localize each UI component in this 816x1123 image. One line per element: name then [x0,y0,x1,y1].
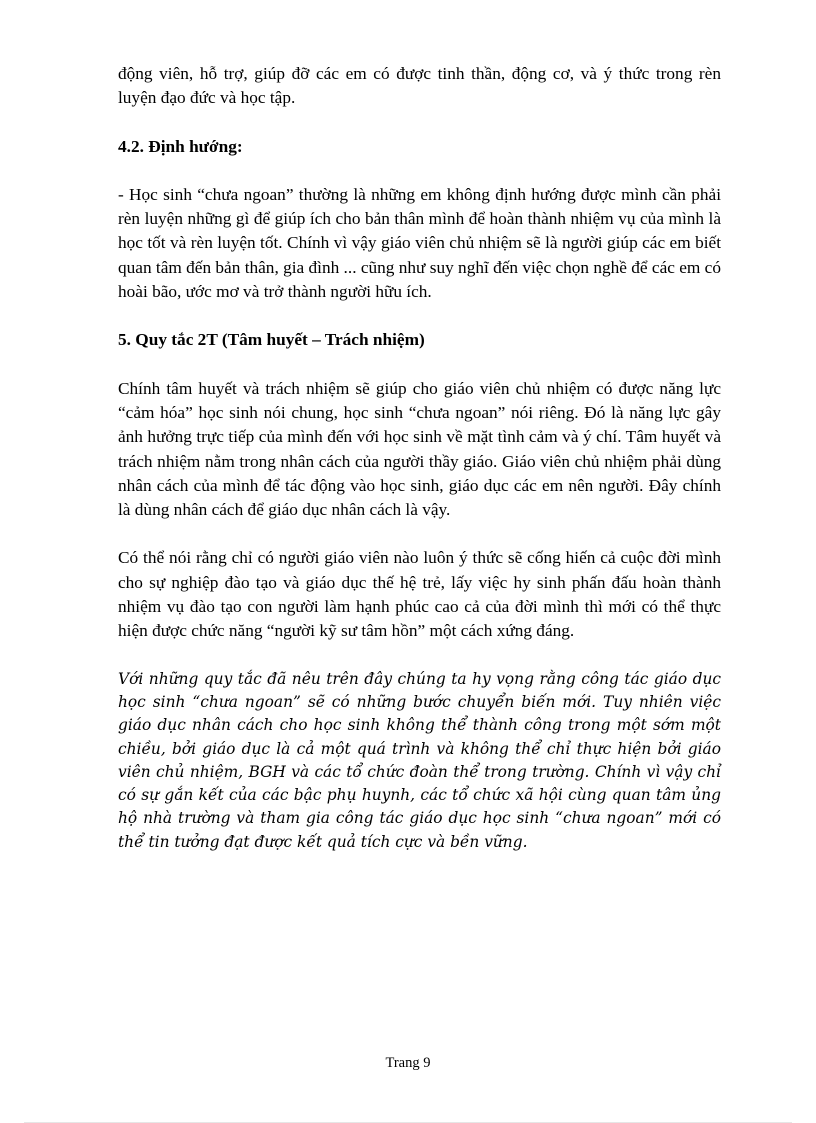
paragraph-intro-continuation: động viên, hỗ trợ, giúp đỡ các em có được tinh thần, động cơ, và ý thức trong rèn luyện đạo đức và học tập. [118,64,721,108]
heading-rule-2t: 5. Quy tắc 2T (Tâm huyết – Trách nhiệm) [118,330,425,350]
document-body [118,62,721,854]
paragraph-orientation: - Học sinh “chưa ngoan” thường là những em không định hướng được mình cần phải rèn luyện những gì để giúp ích cho bản thân mình để hoàn thành nhiệm vụ của mình là học tốt và rèn luyện tốt. Chính vì vậy giáo viên chủ nhiệm sẽ là người giúp các em biết quan tâm đến bản thân, gia đình ... cũng như suy nghĩ đến việc chọn nghề để các em có hoài bão, ước mơ và trở thành người hữu ích. [118,184,721,302]
paragraph-dedication-responsibility: Chính tâm huyết và trách nhiệm sẽ giúp cho giáo viên chủ nhiệm có được năng lực “cảm hóa” học sinh nói chung, học sinh “chưa ngoan” nói riêng. Đó là năng lực gây ảnh hưởng trực tiếp của mình đến với học sinh về mặt tình cảm và ý chí. Tâm huyết và trách nhiệm nằm trong nhân cách của người thầy giáo. Giáo viên chủ nhiệm phải dùng nhân cách của mình để tác động vào học sinh, giáo dục các em nên người. Đây chính là dùng nhân cách để giáo dục nhân cách là vậy. [118,378,721,520]
heading-orientation: 4.2. Định hướng: [118,136,243,156]
paragraph-conclusion: Với những quy tắc đã nêu trên đây chúng ta hy vọng rằng công tác giáo dục học sinh “chưa ngoan” sẽ có những bước chuyển biến mới. Tuy nhiên việc giáo dục nhân cách cho học sinh không thể thành công trong một sớm một chiều, bởi giáo dục là cả một quá trình và không thể chỉ thực hiện bởi giáo viên chủ nhiệm, BGH và các tổ chức đoàn thể trong trường. Chính vì vậy chỉ có sự gắn kết của các bậc phụ huynh, các tổ chức xã hội cùng quan tâm ủng hộ nhà trường và tham gia công tác giáo dục học sinh “chưa ngoan” mới có thể tin tưởng đạt được kết quả tích cực và bền vững. [118,669,721,851]
paragraph-teacher-dedication: Có thể nói rằng chỉ có người giáo viên nào luôn ý thức sẽ cống hiến cả cuộc đời mình cho sự nghiệp đào tạo và giáo dục thế hệ trẻ, lấy việc hy sinh phấn đấu hoàn thành nhiệm vụ đào tạo con người làm hạnh phúc cao cả của đời mình thì mới có thể thực hiện được chức năng “người kỹ sư tâm hồn” một cách xứng đáng. [118,548,721,641]
page-number: Trang 9 [385,1055,431,1071]
